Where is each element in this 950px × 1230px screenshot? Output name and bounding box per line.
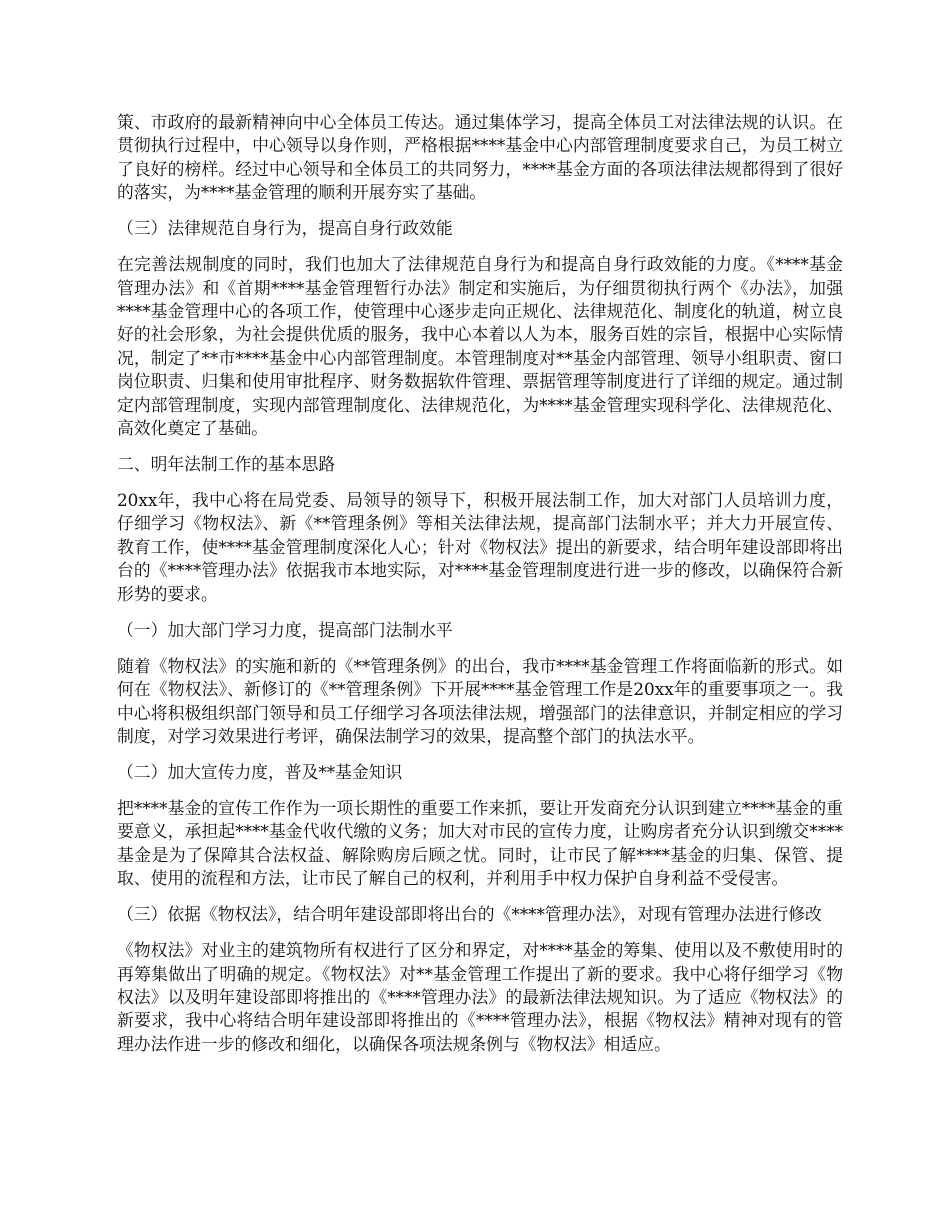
paragraph-internal-management: 在完善法规制度的同时，我们也加大了法律规范自身行为和提高自身行政效能的力度。《****基金管理办法》和《首期****基金管理暂行办法》制定和实施后，为仔细贯彻执行两个《办法》，加强****基金管理中心的各项工作，使管理中心逐步走向正规化、法律规范化、制度化的轨道，树立良好的社会形象，为社会提供优质的服务，我中心本着以人为本，服务百姓的宗旨，根据中心实际情况，制定了**市****基金中心内部管理制度。本管理制度对**基金内部管理、领导小组职责、窗口岗位职责、归集和使用审批程序、财务数据软件管理、票据管理等制度进行了详细的规定。通过制定内部管理制度，实现内部管理制度化、法律规范化，为****基金管理实现科学化、法律规范化、高效化奠定了基础。 (117, 254, 843, 439)
heading-next-year-plan: 二、明年法制工作的基本思路 (117, 454, 336, 475)
paragraph-next-year-overview: 20xx年，我中心将在局党委、局领导的领导下，积极开展法制工作，加大对部门人员培训力度，仔细学习《物权法》、新《**管理条例》等相关法律法规，提高部门法制水平；并大力开展宣传、教育工作，使****基金管理制度深化人心；针对《物权法》提出的新要求，结合明年建设部即将出台的《****管理办法》依据我市本地实际，对****基金管理制度进行进一步的修改，以确保符合新形势的要求。 (117, 490, 843, 604)
paragraph-plan-1-study: 随着《物权法》的实施和新的《**管理条例》的出台，我市****基金管理工作将面临新的形式。如何在《物权法》、新修订的《**管理条例》下开展****基金管理工作是20xx年的重要事项之一。我中心将积极组织部门领导和员工仔细学习各项法律法规，增强部门的法律意识，并制定相应的学习制度，对学习效果进行考评，确保法制学习的效果，提高整个部门的执法水平。 (117, 655, 843, 746)
paragraph-plan-3-revision: 《物权法》对业主的建筑物所有权进行了区分和界定，对****基金的筹集、使用以及不敷使用时的再筹集做出了明确的规定。《物权法》对**基金管理工作提出了新的要求。我中心将仔细学习《物权法》以及明年建设部即将推出的《****管理办法》的最新法律法规知识。为了适应《物权法》的新要求，我中心将结合明年建设部即将推出的《****管理办法》，根据《物权法》精神对现有的管理办法作进一步的修改和细化，以确保各项法规条例与《物权法》相适应。 (117, 940, 843, 1054)
heading-plan-1-study: （一）加大部门学习力度，提高部门法制水平 (117, 619, 453, 640)
document-body (117, 111, 843, 1069)
paragraph-intro-continuation: 策、市政府的最新精神向中心全体员工传达。通过集体学习，提高全体员工对法律法规的认识。在贯彻执行过程中，中心领导以身作则，严格根据****基金中心内部管理制度要求自己，为员工树立了良好的榜样。经过中心领导和全体员工的共同努力，****基金方面的各项法律法规都得到了很好的落实，为****基金管理的顺利开展夯实了基础。 (117, 112, 843, 203)
heading-section-3-self-regulation: （三）法律规范自身行为，提高自身行政效能 (117, 218, 453, 239)
heading-plan-3-revision: （三）依据《物权法》，结合明年建设部即将出台的《****管理办法》，对现有管理办法进行修改 (117, 904, 822, 925)
heading-plan-2-publicity: （二）加大宣传力度，普及**基金知识 (117, 761, 403, 782)
paragraph-plan-2-publicity: 把****基金的宣传工作作为一项长期性的重要工作来抓，要让开发商充分认识到建立****基金的重要意义，承担起****基金代收代缴的义务；加大对市民的宣传力度，让购房者充分认识到缴交****基金是为了保障其合法权益、解除购房后顾之忧。同时，让市民了解****基金的归集、保管、提取、使用的流程和方法，让市民了解自己的权利，并利用手中权力保护自身利益不受侵害。 (117, 797, 843, 889)
